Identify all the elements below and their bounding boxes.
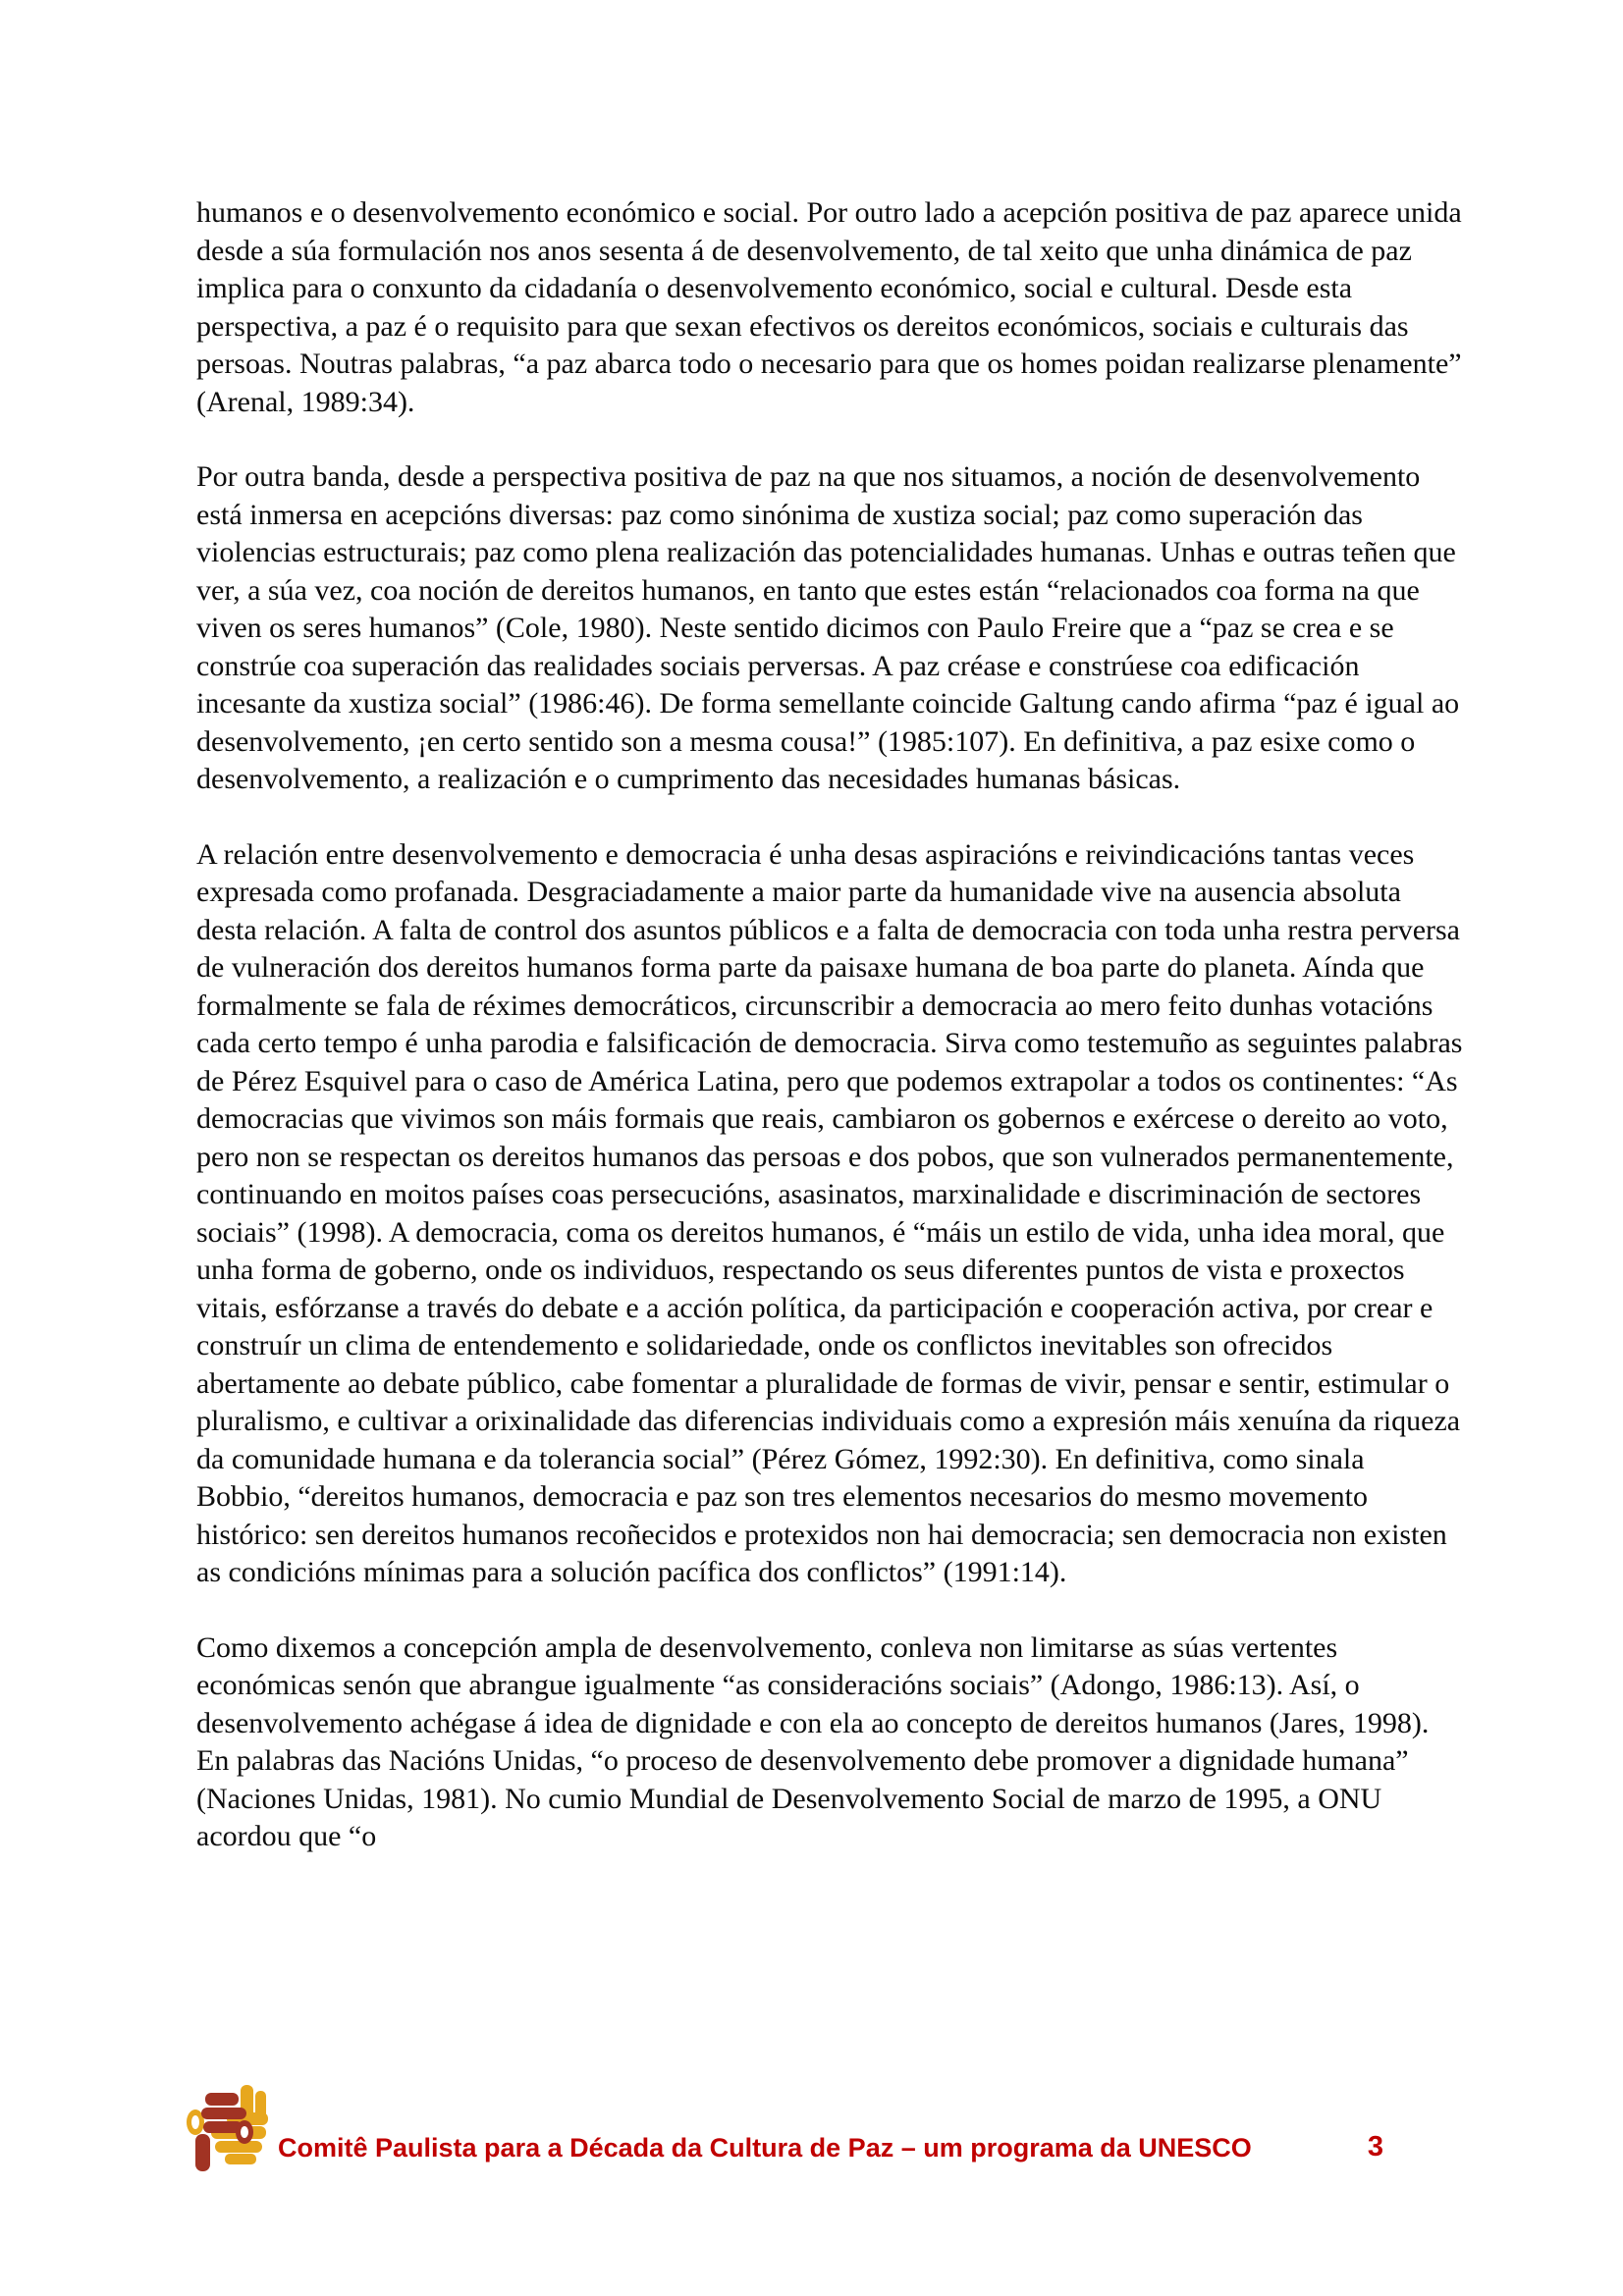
page-footer	[182, 2083, 1383, 2175]
body-paragraph: humanos e o desenvolvemento económico e social. Por outro lado a acepción positiva de paz aparece unida desde a súa formulación nos anos sesenta á de desenvolvemento, de tal xeito que unha dinámica de paz implica para o conxunto da cidadanía o desenvolvemento económico, social e cultural. Desde esta perspectiva, a paz é o requisito para que sexan efectivos os dereitos económicos, sociais e culturais das persoas. Noutras palabras, “a paz abarca todo o necesario para que os homes poidan realizarse plenamente” (Arenal, 1989:34).	[196, 196, 1462, 418]
page-number: 3	[1367, 2131, 1383, 2163]
body-paragraph: Por outra banda, desde a perspectiva positiva de paz na que nos situamos, a noción de desenvolvemento está inmersa en acepcións diversas: paz como sinónima de xustiza social; paz como superación das violencias estructurais; paz como plena realización das potencialidades humanas. Unhas e outras teñen que ver, a súa vez, coa noción de dereitos humanos, en tanto que estes están “relacionados coa forma na que viven os seres humanos” (Cole, 1980). Neste sentido dicimos con Paulo Freire que a “paz se crea e se constrúe coa superación das realidades sociais perversas. A paz créase e constrúese coa edificación incesante da xustiza social” (1986:46). De forma semellante coincide Galtung cando afirma “paz é igual ao desenvolvemento, ¡en certo sentido son a mesma cousa!” (1985:107). En definitiva, a paz esixe como o desenvolvemento, a realización e o cumprimento das necesidades humanas básicas.	[196, 460, 1460, 795]
footer-organization: Comitê Paulista para a Década da Cultura de Paz – um programa da UNESCO	[278, 2133, 1252, 2163]
culture-of-peace-hands-logo-icon	[182, 2083, 274, 2175]
body-paragraph: A relación entre desenvolvemento e democracia é unha desas aspiracións e reivindicacións tantas veces expresada como profanada. Desgraciadamente a maior parte da humanidade vive na ausencia absoluta desta relación. A falta de control dos asuntos públicos e a falta de democracia con toda unha restra perversa de vulneración dos dereitos humanos forma parte da paisaxe humana de boa parte do planeta. Aínda que formalmente se fala de réximes democráticos, circunscribir a democracia ao mero feito dunhas votacións cada certo tempo é unha parodia e falsificación de democracia. Sirva como testemuño as seguintes palabras de Pérez Esquivel para o caso de América Latina, pero que podemos extrapolar a todos os continentes: “As democracias que vivimos son máis formais que reais, cambiaron os gobernos e exércese o dereito ao voto, pero non se respectan os dereitos humanos das persoas e dos pobos, que son vulnerados permanentemente, continuando en moitos países coas persecucións, asasinatos, marxinalidade e discriminación de sectores sociais” (1998). A democracia, coma os dereitos humanos, é “máis un estilo de vida, unha idea moral, que unha forma de goberno, onde os individuos, respectando os seus diferentes puntos de vista e proxectos vitais, esfórzanse a través do debate e a acción política, da participación e cooperación activa, por crear e construír un clima de entendemento e solidariedade, onde os conflictos inevitables son ofrecidos abertamente ao debate público, cabe fomentar a pluralidade de formas de vivir, pensar e sentir, estimular o pluralismo, e cultivar a orixinalidade das diferencias individuais como a expresión máis xenuína da riqueza da comunidade humana e da tolerancia social” (Pérez Gómez, 1992:30). En definitiva, como sinala Bobbio, “dereitos humanos, democracia e paz son tres elementos necesarios do mesmo movemento histórico: sen dereitos humanos recoñecidos e protexidos non hai democracia; sen democracia non existen as condicións mínimas para a solución pacífica dos conflictos” (1991:14).	[196, 837, 1463, 1588]
body-paragraph: Como dixemos a concepción ampla de desenvolvemento, conleva non limitarse as súas vertentes económicas senón que abrangue igualmente “as consideracións sociais” (Adongo, 1986:13). Así, o desenvolvemento achégase á idea de dignidade e con ela ao concepto de dereitos humanos (Jares, 1998). En palabras das Nacións Unidas, “o proceso de desenvolvemento debe promover a dignidade humana” (Naciones Unidas, 1981). No cumio Mundial de Desenvolvemento Social de marzo de 1995, a ONU acordou que “o	[196, 1630, 1430, 1852]
page-body	[196, 194, 1465, 1894]
